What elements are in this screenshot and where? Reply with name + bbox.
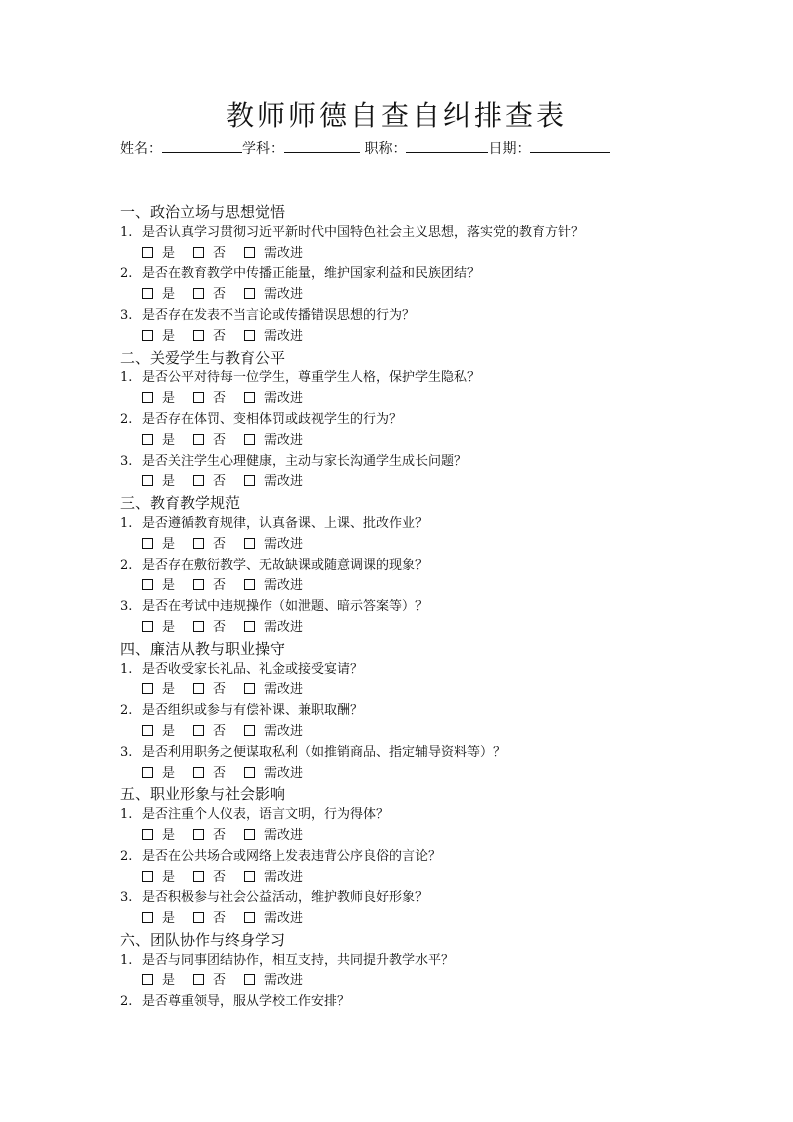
checkbox[interactable]: [193, 725, 204, 736]
checkbox[interactable]: [244, 434, 255, 445]
question-text: 是否在教育教学中传播正能量，维护国家利益和民族团结？: [142, 266, 481, 282]
answer-option[interactable]: [142, 826, 175, 847]
checklist-section: [120, 639, 760, 785]
answer-option[interactable]: [193, 909, 226, 930]
question-number: 2.: [120, 703, 133, 719]
question-item: [120, 660, 760, 681]
checkbox[interactable]: [142, 475, 153, 486]
answer-options: [120, 826, 760, 847]
title-blank[interactable]: [406, 140, 488, 153]
answer-option[interactable]: [142, 535, 175, 556]
answer-option[interactable]: [142, 285, 175, 306]
answer-option[interactable]: [193, 244, 226, 265]
answer-option[interactable]: [142, 618, 175, 639]
option-label: 是: [162, 619, 176, 635]
question-text: 是否组织或参与有偿补课、兼职取酬？: [142, 703, 364, 719]
question-item: [120, 514, 760, 535]
answer-option[interactable]: [193, 431, 226, 452]
option-label: 否: [213, 474, 227, 490]
name-blank[interactable]: [162, 140, 242, 153]
checkbox[interactable]: [244, 871, 255, 882]
question-item: [120, 951, 760, 972]
question-text: 是否收受家长礼品、礼金或接受宴请？: [142, 661, 364, 677]
question-number: 1.: [120, 952, 133, 968]
answer-option[interactable]: [193, 764, 226, 785]
question-number: 2.: [120, 557, 133, 573]
option-label: 需改进: [264, 869, 304, 885]
option-label: 是: [162, 911, 176, 927]
checkbox[interactable]: [193, 330, 204, 341]
question-number: 3.: [120, 599, 133, 615]
option-label: 需改进: [264, 973, 304, 989]
answer-option[interactable]: [244, 971, 303, 992]
question-number: 2.: [120, 411, 133, 427]
question-number: 2.: [120, 266, 133, 282]
section-title: 六、团队协作与终身学习: [120, 930, 286, 949]
answer-option[interactable]: [244, 431, 303, 452]
checkbox[interactable]: [193, 392, 204, 403]
answer-options: [120, 971, 760, 992]
question-text: 是否与同事团结协作，相互支持，共同提升教学水平？: [142, 952, 455, 968]
answer-options: [120, 535, 760, 556]
answer-option[interactable]: [244, 285, 303, 306]
option-label: 需改进: [264, 474, 304, 490]
answer-option[interactable]: [142, 680, 175, 701]
answer-option[interactable]: [244, 868, 303, 889]
checkbox[interactable]: [244, 288, 255, 299]
answer-option[interactable]: [244, 535, 303, 556]
option-label: 否: [213, 682, 227, 698]
question-text: 是否积极参与社会公益活动，维护教师良好形象？: [142, 890, 429, 906]
answer-option[interactable]: [193, 618, 226, 639]
answer-option[interactable]: [193, 285, 226, 306]
section-title: 三、教育教学规范: [120, 494, 241, 513]
checkbox[interactable]: [142, 392, 153, 403]
checkbox[interactable]: [244, 829, 255, 840]
question-number: 3.: [120, 307, 133, 323]
title-label: 职称：: [364, 141, 407, 157]
question-text: 是否存在发表不当言论或传播错误思想的行为？: [142, 307, 416, 323]
answer-option[interactable]: [142, 909, 175, 930]
checkbox[interactable]: [142, 579, 153, 590]
checklist-section: [120, 202, 760, 348]
option-label: 是: [162, 827, 176, 843]
checkbox[interactable]: [193, 579, 204, 590]
option-label: 是: [162, 328, 176, 344]
checkbox[interactable]: [142, 829, 153, 840]
option-label: 否: [213, 432, 227, 448]
answer-option[interactable]: [244, 909, 303, 930]
answer-option[interactable]: [142, 576, 175, 597]
answer-option[interactable]: [142, 431, 175, 452]
checkbox[interactable]: [193, 475, 204, 486]
question-number: 1.: [120, 661, 133, 677]
answer-option[interactable]: [193, 472, 226, 493]
answer-option[interactable]: [193, 868, 226, 889]
answer-options: [120, 431, 760, 452]
option-label: 是: [162, 474, 176, 490]
checkbox[interactable]: [142, 621, 153, 632]
checkbox[interactable]: [142, 912, 153, 923]
option-label: 否: [213, 245, 227, 261]
question-text: 是否遵循教育规律，认真备课、上课、批改作业？: [142, 515, 429, 531]
question-number: 1.: [120, 807, 133, 823]
option-label: 需改进: [264, 911, 304, 927]
question-item: [120, 264, 760, 285]
date-blank[interactable]: [530, 140, 610, 153]
checklist: [120, 202, 760, 1013]
question-number: 3.: [120, 453, 133, 469]
answer-option[interactable]: [244, 472, 303, 493]
checkbox[interactable]: [142, 434, 153, 445]
checkbox[interactable]: [244, 579, 255, 590]
answer-option[interactable]: [244, 618, 303, 639]
answer-option[interactable]: [244, 722, 303, 743]
question-number: 3.: [120, 744, 133, 760]
option-label: 需改进: [264, 723, 304, 739]
option-label: 是: [162, 578, 176, 594]
question-text: 是否关注学生心理健康，主动与家长沟通学生成长问题？: [142, 453, 468, 469]
option-label: 否: [213, 328, 227, 344]
checkbox[interactable]: [244, 621, 255, 632]
answer-option[interactable]: [142, 327, 175, 348]
checkbox[interactable]: [244, 475, 255, 486]
option-label: 需改进: [264, 287, 304, 303]
option-label: 是: [162, 287, 176, 303]
question-item: [120, 701, 760, 722]
answer-option[interactable]: [244, 680, 303, 701]
question-item: [120, 223, 760, 244]
checkbox[interactable]: [244, 974, 255, 985]
answer-option[interactable]: [142, 764, 175, 785]
option-label: 需改进: [264, 619, 304, 635]
section-title: 二、关爱学生与教育公平: [120, 348, 286, 367]
checklist-section: [120, 348, 760, 494]
question-item: [120, 888, 760, 909]
option-label: 是: [162, 723, 176, 739]
checkbox[interactable]: [142, 683, 153, 694]
checkbox[interactable]: [244, 330, 255, 341]
checklist-section: [120, 784, 760, 930]
question-item: [120, 847, 760, 868]
question-item: [120, 743, 760, 764]
section-title: 五、职业形象与社会影响: [120, 785, 286, 804]
checkbox[interactable]: [193, 621, 204, 632]
checkbox[interactable]: [193, 247, 204, 258]
checkbox[interactable]: [244, 683, 255, 694]
option-label: 是: [162, 245, 176, 261]
name-label: 姓名：: [120, 141, 162, 157]
option-label: 否: [213, 765, 227, 781]
answer-option[interactable]: [244, 327, 303, 348]
question-text: 是否注重个人仪表，语言文明，行为得体？: [142, 807, 390, 823]
answer-options: [120, 722, 760, 743]
answer-option[interactable]: [142, 389, 175, 410]
option-label: 需改进: [264, 682, 304, 698]
checkbox[interactable]: [193, 538, 204, 549]
option-label: 需改进: [264, 432, 304, 448]
checkbox[interactable]: [142, 538, 153, 549]
answer-option[interactable]: [142, 722, 175, 743]
question-item: [120, 805, 760, 826]
question-item: [120, 306, 760, 327]
question-text: 是否认真学习贯彻习近平新时代中国特色社会主义思想，落实党的教育方针？: [142, 224, 585, 240]
option-label: 需改进: [264, 391, 304, 407]
answer-option[interactable]: [142, 472, 175, 493]
question-item: [120, 452, 760, 473]
page-title: 教师师德自查自纠排查表: [225, 99, 567, 132]
option-label: 否: [213, 536, 227, 552]
option-label: 是: [162, 432, 176, 448]
subject-label: 学科：: [242, 141, 284, 157]
checkbox[interactable]: [193, 871, 204, 882]
answer-option[interactable]: [193, 535, 226, 556]
checkbox[interactable]: [142, 974, 153, 985]
checklist-section: [120, 930, 760, 1013]
answer-options: [120, 285, 760, 306]
answer-option[interactable]: [142, 971, 175, 992]
checkbox[interactable]: [193, 912, 204, 923]
option-label: 否: [213, 723, 227, 739]
checkbox[interactable]: [244, 247, 255, 258]
question-item: [120, 597, 760, 618]
checkbox[interactable]: [244, 912, 255, 923]
answer-option[interactable]: [244, 764, 303, 785]
checkbox[interactable]: [244, 538, 255, 549]
answer-options: [120, 868, 760, 889]
answer-option[interactable]: [193, 576, 226, 597]
checkbox[interactable]: [142, 288, 153, 299]
answer-options: [120, 909, 760, 930]
section-title: 一、政治立场与思想觉悟: [120, 203, 286, 221]
option-label: 需改进: [264, 328, 304, 344]
question-item: [120, 410, 760, 431]
checkbox[interactable]: [244, 392, 255, 403]
checkbox[interactable]: [142, 330, 153, 341]
answer-options: [120, 764, 760, 785]
answer-option[interactable]: [244, 244, 303, 265]
answer-option[interactable]: [142, 868, 175, 889]
question-text: 是否利用职务之便谋取私利（如推销商品、指定辅导资料等）？: [142, 744, 507, 760]
header-fields: [120, 140, 610, 158]
answer-options: [120, 680, 760, 701]
answer-option[interactable]: [193, 722, 226, 743]
answer-option[interactable]: [193, 327, 226, 348]
option-label: 是: [162, 973, 176, 989]
answer-option[interactable]: [244, 389, 303, 410]
answer-options: [120, 576, 760, 597]
answer-options: [120, 327, 760, 348]
checkbox[interactable]: [193, 767, 204, 778]
checkbox[interactable]: [142, 767, 153, 778]
option-label: 是: [162, 536, 176, 552]
question-number: 1.: [120, 515, 133, 531]
answer-option[interactable]: [193, 826, 226, 847]
answer-options: [120, 244, 760, 265]
checkbox[interactable]: [193, 829, 204, 840]
question-number: 2.: [120, 994, 133, 1010]
option-label: 是: [162, 765, 176, 781]
section-title: 四、廉洁从教与职业操守: [120, 639, 286, 658]
answer-option[interactable]: [193, 680, 226, 701]
option-label: 需改进: [264, 578, 304, 594]
checkbox[interactable]: [142, 725, 153, 736]
option-label: 是: [162, 682, 176, 698]
option-label: 否: [213, 911, 227, 927]
checkbox[interactable]: [193, 683, 204, 694]
question-text: 是否在考试中违规操作（如泄题、暗示答案等）？: [142, 599, 429, 615]
option-label: 需改进: [264, 827, 304, 843]
option-label: 否: [213, 578, 227, 594]
date-label: 日期：: [488, 141, 531, 157]
checkbox[interactable]: [142, 247, 153, 258]
option-label: 是: [162, 869, 176, 885]
question-text: 是否存在敷衍教学、无故缺课或随意调课的现象？: [142, 557, 429, 573]
checkbox[interactable]: [193, 974, 204, 985]
question-text: 是否在公共场合或网络上发表违背公序良俗的言论？: [142, 848, 442, 864]
option-label: 需改进: [264, 765, 304, 781]
subject-blank[interactable]: [284, 140, 360, 153]
checkbox[interactable]: [193, 288, 204, 299]
question-number: 1.: [120, 370, 133, 386]
question-text: 是否尊重领导，服从学校工作安排？: [142, 994, 351, 1010]
option-label: 需改进: [264, 245, 304, 261]
question-number: 3.: [120, 890, 133, 906]
checkbox[interactable]: [142, 871, 153, 882]
answer-option[interactable]: [142, 244, 175, 265]
answer-option[interactable]: [244, 826, 303, 847]
option-label: 否: [213, 827, 227, 843]
question-item: [120, 368, 760, 389]
option-label: 否: [213, 287, 227, 303]
option-label: 否: [213, 619, 227, 635]
checkbox[interactable]: [193, 434, 204, 445]
question-text: 是否存在体罚、变相体罚或歧视学生的行为？: [142, 411, 403, 427]
option-label: 否: [213, 391, 227, 407]
answer-option[interactable]: [193, 971, 226, 992]
answer-options: [120, 618, 760, 639]
option-label: 需改进: [264, 536, 304, 552]
answer-option[interactable]: [244, 576, 303, 597]
question-item: [120, 556, 760, 577]
option-label: 否: [213, 973, 227, 989]
option-label: 是: [162, 391, 176, 407]
answer-option[interactable]: [193, 389, 226, 410]
option-label: 否: [213, 869, 227, 885]
answer-options: [120, 472, 760, 493]
checkbox[interactable]: [244, 767, 255, 778]
question-number: 1.: [120, 224, 133, 240]
question-text: 是否公平对待每一位学生，尊重学生人格，保护学生隐私？: [142, 370, 481, 386]
question-item: [120, 992, 760, 1013]
question-number: 2.: [120, 848, 133, 864]
checkbox[interactable]: [244, 725, 255, 736]
answer-options: [120, 389, 760, 410]
checklist-section: [120, 493, 760, 639]
